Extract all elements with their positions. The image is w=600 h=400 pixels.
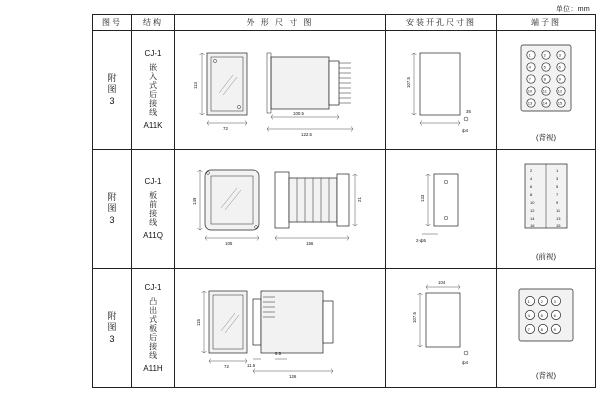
mounting-cell-2 (386, 150, 497, 269)
terminal-number: 3 (556, 176, 559, 181)
terminal-view-note: (前视) (536, 252, 556, 261)
terminal-number: 3 (558, 52, 561, 58)
terminal-number: 9 (558, 76, 561, 82)
dim-107-5: 107.5 (412, 312, 417, 323)
structure-model: A11K (143, 121, 163, 130)
terminal-number: 7 (528, 76, 531, 82)
terminal-number: 8 (530, 192, 533, 197)
structure-type: 凸出式板后接线 (148, 296, 158, 360)
dim-107-5: 107.5 (406, 77, 411, 88)
structure-model: A11H (143, 363, 163, 373)
table-row (93, 269, 596, 388)
dim-11-5: 11.5 (247, 363, 256, 368)
mounting-cell-3 (386, 269, 497, 388)
structure-code: CJ-1 (144, 49, 162, 59)
structure-code: CJ-1 (144, 282, 162, 292)
fig-no-char: 附 (107, 73, 117, 84)
terminal-view-note: (背视) (536, 371, 556, 380)
terminal-number: 4 (530, 176, 533, 181)
header-fig-no: 图号 (93, 15, 132, 31)
terminal-number: 14 (542, 100, 548, 106)
structure-type: 嵌入式后接线 (148, 63, 158, 117)
terminal-number: 4 (528, 64, 531, 70)
terminal-number: 10 (527, 88, 533, 94)
terminal-cell-1 (497, 31, 596, 150)
terminal-number: 5 (540, 312, 543, 318)
dim-126: 126 (289, 374, 297, 379)
terminal-number: 5 (543, 64, 546, 70)
outline-cell-2 (175, 150, 386, 269)
fig-no-cell-1 (93, 31, 132, 150)
terminal-number: 2 (540, 298, 543, 304)
terminal-number: 8 (543, 76, 546, 82)
dim-phi4: ф4 (462, 128, 469, 133)
table-row (93, 31, 596, 150)
dim-149: 149 (192, 197, 197, 205)
header-terminal: 端子图 (497, 15, 596, 31)
dim-21: 21 (357, 197, 362, 202)
dim-156: 156 (306, 241, 314, 246)
fig-no-char: 附 (107, 311, 117, 322)
terminal-number: 9 (553, 326, 556, 332)
outline-cell-1 (175, 31, 386, 150)
structure-code: CJ-1 (144, 177, 162, 187)
terminal-number: 13 (527, 100, 533, 106)
header-mounting: 安装开孔尺寸图 (386, 15, 497, 31)
header-outline: 外 形 尺 寸 图 (175, 15, 386, 31)
structure-cell-1 (132, 31, 175, 150)
terminal-number: 12 (557, 88, 563, 94)
dim-115: 115 (196, 319, 201, 326)
dim-133: 133 (420, 194, 425, 202)
terminal-number: 12 (530, 208, 535, 213)
dim-105: 105 (225, 241, 233, 246)
dim-72: 72 (224, 364, 229, 369)
fig-no-char: 图 (107, 203, 117, 214)
fig-no-char: 附 (107, 192, 117, 203)
terminal-number: 6 (558, 64, 561, 70)
terminal-cell-3 (497, 269, 596, 388)
structure-cell-3 (132, 269, 175, 388)
outline-cell-3 (175, 269, 386, 388)
fig-no-cell-2 (93, 150, 132, 269)
dim-9-5: 9.5 (275, 351, 282, 356)
terminal-number: 9 (556, 200, 559, 205)
dim-36: 36 (466, 109, 471, 114)
terminal-number: 3 (553, 298, 556, 304)
terminal-number: 1 (527, 298, 530, 304)
terminal-number: 7 (527, 326, 530, 332)
fig-no-char: 3 (109, 214, 115, 225)
spec-table (92, 14, 596, 388)
table-row (93, 150, 596, 269)
table-header-row (93, 15, 596, 31)
terminal-number: 8 (540, 326, 543, 332)
terminal-number: 4 (527, 312, 530, 318)
fig-no-char: 3 (109, 333, 115, 344)
terminal-number: 1 (528, 52, 531, 58)
terminal-number: 15 (557, 100, 563, 106)
terminal-view-note: (背视) (536, 133, 556, 142)
terminal-number: 6 (553, 312, 556, 318)
dim-100-5: 100.5 (293, 111, 304, 116)
terminal-number: 10 (530, 200, 535, 205)
dim-phi4: ф4 (462, 360, 469, 365)
terminal-number: 7 (556, 192, 559, 197)
terminal-number: 2 (530, 168, 533, 173)
dim-72: 72 (223, 126, 228, 131)
terminal-cell-2 (497, 150, 596, 269)
structure-model: A11Q (143, 231, 163, 240)
terminal-number: 5 (556, 184, 559, 189)
fig-no-cell-3 (93, 269, 132, 388)
dim-2-phi5: 2-ф5 (416, 238, 426, 243)
fig-no-char: 图 (107, 322, 117, 333)
structure-cell-2 (132, 150, 175, 269)
fig-no-char: 3 (109, 95, 115, 106)
structure-type: 板前接线 (148, 191, 158, 227)
mounting-cell-1 (386, 31, 497, 150)
dim-104: 104 (438, 280, 446, 285)
terminal-number: 14 (530, 216, 535, 221)
terminal-number: 16 (530, 223, 535, 228)
terminal-number: 13 (556, 216, 561, 221)
unit-note: 单位：mm (555, 6, 590, 13)
terminal-number: 6 (530, 184, 533, 189)
header-structure: 结构 (132, 15, 175, 31)
dim-122-5: 122.5 (301, 132, 312, 137)
terminal-number: 11 (556, 208, 561, 213)
terminal-number: 15 (556, 223, 561, 228)
dim-113: 113 (193, 82, 198, 89)
terminal-number: 11 (542, 88, 547, 94)
fig-no-char: 图 (107, 84, 117, 95)
terminal-number: 2 (543, 52, 546, 58)
terminal-number: 1 (556, 168, 559, 173)
